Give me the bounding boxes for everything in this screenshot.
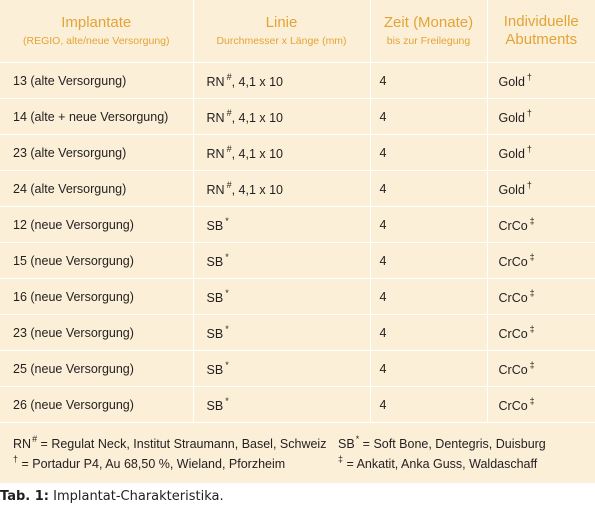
cell-abutment <box>487 351 595 387</box>
legend-rn <box>13 434 326 451</box>
legend-symbol: ‡ <box>338 454 344 464</box>
line-dimensions: , 4,1 x 10 <box>231 75 284 89</box>
line-name: SB <box>206 327 224 341</box>
abutment-footnote-mark: ‡ <box>529 216 535 226</box>
abutment-material: Gold <box>498 75 525 89</box>
table-row <box>0 315 595 351</box>
abutment-footnote-mark: ‡ <box>529 360 535 370</box>
line-name: RN <box>206 75 225 89</box>
cell-abutment <box>487 387 595 423</box>
caption-label: Tab. 1: <box>0 489 49 504</box>
line-name: RN <box>206 147 225 161</box>
abutment-material: CrCo <box>498 291 528 305</box>
table-row <box>0 243 595 279</box>
line-footnote-mark: * <box>225 252 229 262</box>
cell-time: 4 <box>370 279 487 315</box>
header-title: Zeit (Monate) <box>383 14 474 31</box>
line-footnote-mark: # <box>226 144 232 154</box>
cell-time: 4 <box>370 315 487 351</box>
cell-implant: 13 (alte Versorgung) <box>0 63 193 99</box>
table-row <box>0 387 595 423</box>
line-footnote-mark: * <box>225 324 229 334</box>
header-subtitle: bis zur Freilegung <box>386 35 471 47</box>
line-dimensions: , 4,1 x 10 <box>231 111 284 125</box>
line-name: SB <box>206 219 224 233</box>
abutment-footnote-mark: ‡ <box>529 396 535 406</box>
cell-line <box>193 351 370 387</box>
legend-text: = Ankatit, Anka Guss, Waldaschaff <box>343 457 538 471</box>
legend-sb <box>338 434 546 451</box>
header-abutments <box>487 0 595 63</box>
cell-implant: 23 (alte Versorgung) <box>0 135 193 171</box>
cell-line <box>193 279 370 315</box>
header-row <box>0 0 595 63</box>
cell-time: 4 <box>370 387 487 423</box>
line-name: SB <box>206 399 224 413</box>
header-zeit <box>370 0 487 63</box>
abutment-footnote-mark: † <box>526 72 532 82</box>
table-row <box>0 279 595 315</box>
cell-line <box>193 171 370 207</box>
table-row <box>0 63 595 99</box>
line-footnote-mark: * <box>225 396 229 406</box>
cell-line <box>193 315 370 351</box>
legend-text: = Portadur P4, Au 68,50 %, Wieland, Pforzheim <box>18 457 286 471</box>
header-subtitle: (REGIO, alte/neue Versorgung) <box>23 35 170 47</box>
cell-implant: 25 (neue Versorgung) <box>0 351 193 387</box>
line-name: RN <box>206 111 225 125</box>
legend-symbol: † <box>13 454 19 464</box>
line-dimensions: , 4,1 x 10 <box>231 183 284 197</box>
cell-time: 4 <box>370 171 487 207</box>
cell-abutment <box>487 279 595 315</box>
line-footnote-mark: # <box>226 180 232 190</box>
line-footnote-mark: # <box>226 72 232 82</box>
abutment-footnote-mark: ‡ <box>529 288 535 298</box>
header-title: Linie <box>265 14 298 31</box>
cell-time: 4 <box>370 351 487 387</box>
line-name: RN <box>206 183 225 197</box>
cell-line <box>193 243 370 279</box>
abutment-footnote-mark: ‡ <box>529 324 535 334</box>
legend-symbol: SB* <box>338 434 360 451</box>
cell-line <box>193 99 370 135</box>
cell-time: 4 <box>370 135 487 171</box>
cell-implant: 14 (alte + neue Versorgung) <box>0 99 193 135</box>
abutment-footnote-mark: † <box>526 108 532 118</box>
table-row <box>0 351 595 387</box>
line-footnote-mark: * <box>225 360 229 370</box>
abutment-footnote-mark: † <box>526 144 532 154</box>
table-caption <box>0 489 224 504</box>
header-title: Individuelle <box>503 13 579 30</box>
footnote-legend <box>0 432 595 482</box>
cell-time: 4 <box>370 63 487 99</box>
cell-abutment <box>487 243 595 279</box>
cell-implant: 23 (neue Versorgung) <box>0 315 193 351</box>
abutment-material: CrCo <box>498 399 528 413</box>
cell-line <box>193 207 370 243</box>
cell-implant: 15 (neue Versorgung) <box>0 243 193 279</box>
abutment-material: CrCo <box>498 363 528 377</box>
cell-time: 4 <box>370 207 487 243</box>
legend-dagger <box>13 454 285 471</box>
legend-ddagger <box>338 454 537 471</box>
cell-line <box>193 135 370 171</box>
table-row <box>0 171 595 207</box>
abutment-material: CrCo <box>498 219 528 233</box>
cell-abutment <box>487 315 595 351</box>
cell-abutment <box>487 99 595 135</box>
abutment-material: CrCo <box>498 327 528 341</box>
legend-text: = Soft Bone, Dentegris, Duisburg <box>359 437 546 451</box>
table-row <box>0 135 595 171</box>
line-footnote-mark: * <box>225 288 229 298</box>
cell-abutment <box>487 207 595 243</box>
abutment-material: Gold <box>498 183 525 197</box>
abutment-material: Gold <box>498 111 525 125</box>
header-linie <box>193 0 370 63</box>
cell-implant: 12 (neue Versorgung) <box>0 207 193 243</box>
table-row <box>0 207 595 243</box>
header-implantate <box>0 0 193 63</box>
abutment-footnote-mark: ‡ <box>529 252 535 262</box>
abutment-footnote-mark: † <box>526 180 532 190</box>
line-name: SB <box>206 255 224 269</box>
header-title-2: Abutments <box>505 31 578 48</box>
header-title: Implantate <box>61 14 132 31</box>
caption-text: Implantat-Charakteristika. <box>48 489 224 504</box>
legend-symbol: RN# <box>13 434 38 451</box>
table-row <box>0 99 595 135</box>
cell-line <box>193 63 370 99</box>
line-name: SB <box>206 363 224 377</box>
cell-abutment <box>487 171 595 207</box>
cell-time: 4 <box>370 99 487 135</box>
legend-text: = Regulat Neck, Institut Straumann, Basel, Schweiz <box>37 437 327 451</box>
cell-time: 4 <box>370 243 487 279</box>
cell-implant: 26 (neue Versorgung) <box>0 387 193 423</box>
abutment-material: Gold <box>498 147 525 161</box>
cell-abutment <box>487 63 595 99</box>
cell-implant: 24 (alte Versorgung) <box>0 171 193 207</box>
line-dimensions: , 4,1 x 10 <box>231 147 284 161</box>
abutment-material: CrCo <box>498 255 528 269</box>
line-name: SB <box>206 291 224 305</box>
cell-abutment <box>487 135 595 171</box>
line-footnote-mark: * <box>225 216 229 226</box>
cell-line <box>193 387 370 423</box>
header-subtitle: Durchmesser x Länge (mm) <box>216 35 347 47</box>
line-footnote-mark: # <box>226 108 232 118</box>
cell-implant: 16 (neue Versorgung) <box>0 279 193 315</box>
